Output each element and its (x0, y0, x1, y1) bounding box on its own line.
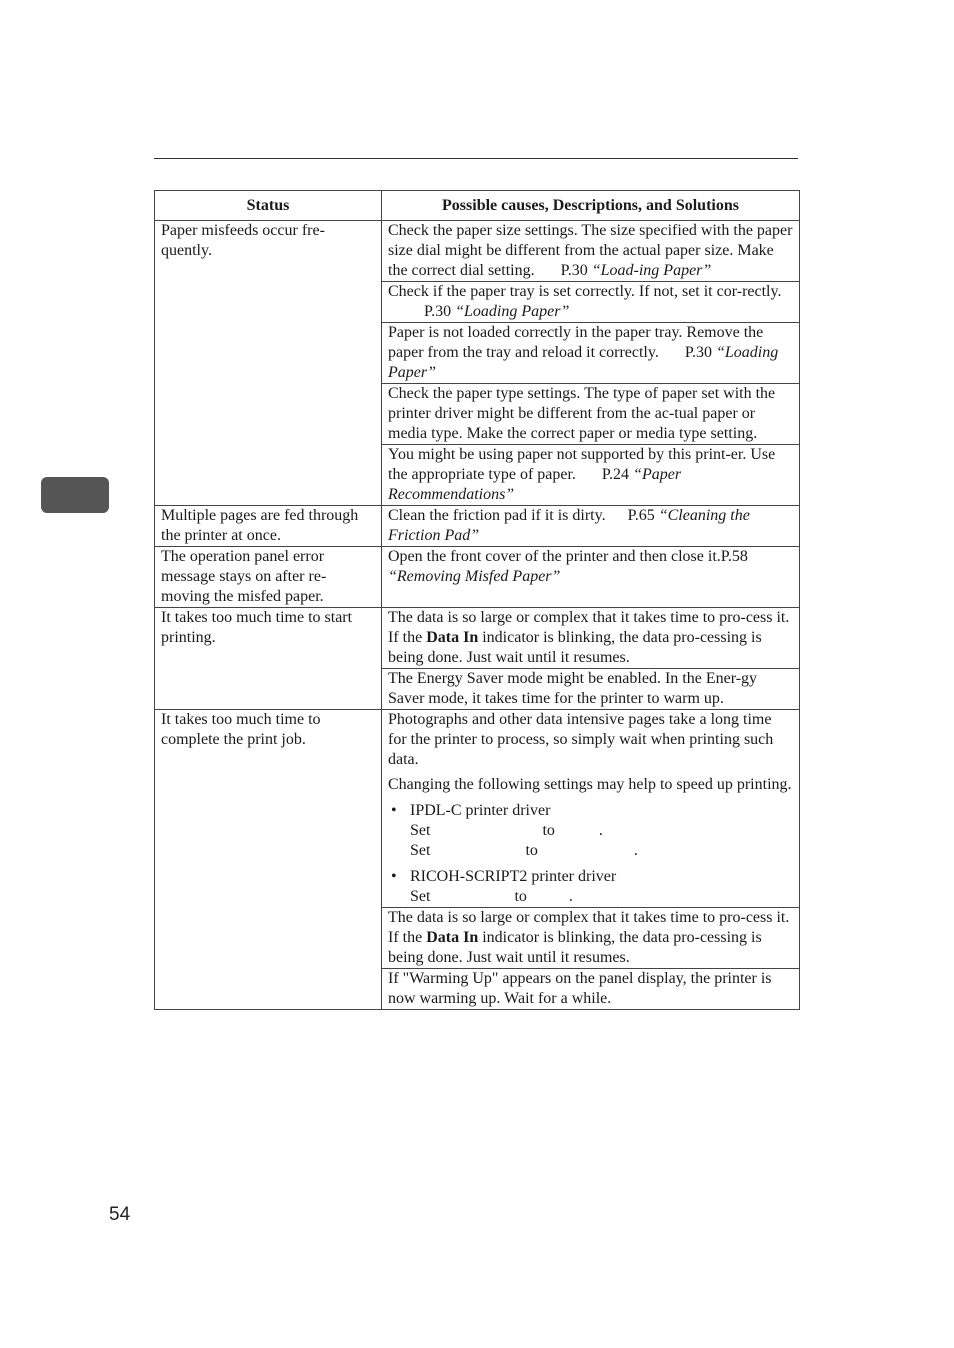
page-number: 54 (109, 1204, 131, 1225)
ref-title: “Loading Paper” (455, 303, 570, 320)
solution-text: You might be using paper not supported by this print-er. Use the appropriate type of paper. (388, 446, 776, 483)
status-misfeed: Paper misfeeds occur fre-quently. (155, 221, 382, 506)
ref-title: “Paper Recommendations” (388, 466, 682, 503)
status-start-printing: It takes too much time to start printing. (155, 608, 382, 710)
header-status: Status (155, 191, 382, 221)
ref-page: P.24 (601, 466, 630, 483)
table-row (155, 547, 800, 608)
solution-cell (382, 221, 800, 282)
solution-text: indicator is blinking, the data pro-cessing is being done. Just wait until it resumes. (388, 629, 762, 666)
list-item (388, 801, 793, 861)
ref-page: P.30 (560, 262, 588, 279)
status-multiple-pages: Multiple pages are fed through the printer at once. (155, 506, 382, 547)
ref-page: P.30 (684, 344, 712, 361)
solution-cell (382, 445, 800, 506)
ref-page: P.58 (720, 548, 748, 565)
status-panel-error: The operation panel error message stays on after re-moving the misfed paper. (155, 547, 382, 608)
solution-text: Check the paper type settings. The type of paper set with the printer driver might be different from the ac-tual paper or media type. Make the correct paper or media type setting. (388, 385, 776, 442)
solution-cell (382, 384, 800, 445)
ref-title: “Cleaning the Friction Pad” (388, 507, 750, 544)
ref-page: P.65 (627, 507, 655, 524)
list-item (388, 867, 793, 907)
solution-cell (382, 547, 800, 608)
header-rule (154, 158, 798, 159)
table-row (155, 506, 800, 547)
data-in-indicator-label: Data In (426, 629, 479, 646)
solution-text: Clean the friction pad if it is dirty. (388, 507, 606, 524)
driver-settings-list (388, 801, 793, 907)
solution-cell (382, 669, 800, 710)
chapter-tab (41, 477, 109, 513)
solution-cell (382, 282, 800, 323)
solution-text: Open the front cover of the printer and then close it. (388, 548, 721, 565)
solution-text: Changing the following settings may help to speed up printing. (388, 776, 792, 793)
ref-title: “Removing Misfed Paper” (388, 568, 561, 585)
ref-page: P.30 (424, 303, 452, 320)
solution-text: Check the paper size settings. The size specified with the paper size dial might be different from the actual paper size. Make the correct dial setting. (388, 222, 793, 279)
cross-reference[interactable] (561, 262, 712, 279)
solution-cell (382, 908, 800, 969)
solution-text: Paper is not loaded correctly in the paper tray. Remove the paper from the tray and reload it correctly. (388, 324, 764, 361)
ref-title: “Load-ing Paper” (591, 262, 712, 279)
solution-text: Photographs and other data intensive pages take a long time for the printer to process, so simply wait when printing such data. (388, 711, 774, 768)
status-complete-job: It takes too much time to complete the print job. (155, 710, 382, 1010)
driver-name: IPDL-C printer driver (410, 802, 551, 819)
solution-text: The Energy Saver mode might be enabled. In the Ener-gy Saver mode, it takes time for the printer to warm up. (388, 670, 758, 707)
driver-name: RICOH-SCRIPT2 printer driver (410, 868, 617, 885)
table-row (155, 710, 800, 908)
solution-text: If "Warming Up" appears on the panel display, the printer is now warming up. Wait for a while. (388, 970, 772, 1007)
ref-title: “Loading Paper” (388, 344, 779, 381)
solution-cell (382, 506, 800, 547)
data-in-indicator-label: Data In (426, 929, 479, 946)
solution-text: indicator is blinking, the data pro-cessing is being done. Just wait until it resumes. (388, 929, 762, 966)
setting-line: Set to . (410, 822, 603, 839)
setting-line: Set to . (410, 842, 638, 859)
header-solutions: Possible causes, Descriptions, and Solutions (382, 191, 800, 221)
solution-cell (382, 608, 800, 669)
troubleshooting-table (154, 190, 800, 1010)
table-row (155, 221, 800, 282)
cross-reference[interactable] (424, 303, 569, 320)
solution-cell (382, 323, 800, 384)
setting-line: Set to . (410, 888, 573, 905)
solution-text: Check if the paper tray is set correctly. If not, set it cor-rectly. (388, 283, 782, 300)
solution-cell (382, 710, 800, 908)
solution-text: The data is so large or complex that it takes time to pro-cess it. If the (388, 609, 790, 646)
table-header-row (155, 191, 800, 221)
solution-text: The data is so large or complex that it takes time to pro-cess it. If the (388, 909, 790, 946)
table-row (155, 608, 800, 669)
solution-cell (382, 969, 800, 1010)
